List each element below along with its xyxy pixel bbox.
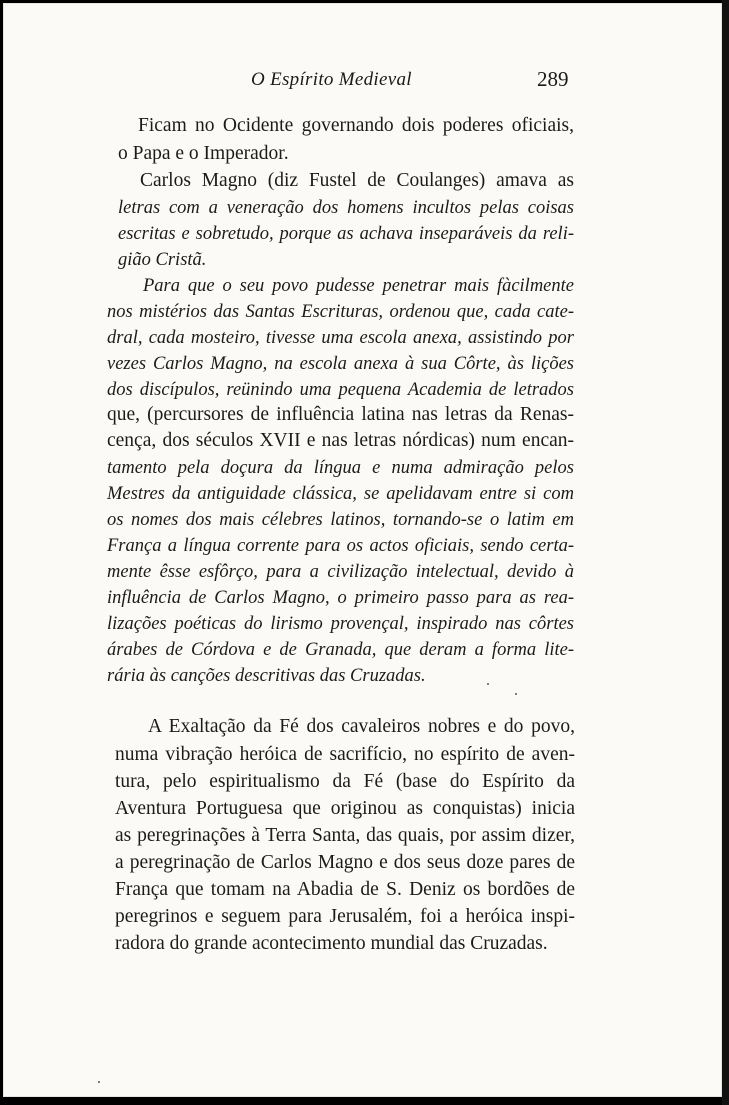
text-line: cença, dos séculos XVII e nas letras nórdicas) num encan- [107,430,574,451]
text-line: gião Cristã. [118,250,207,270]
text-line: dos discípulos, reünindo uma pequena Academia de letrados [107,380,574,400]
text-line: os nomes dos mais célebres latinos, tornando-se o latim em [107,510,574,530]
text-line: Carlos Magno (diz Fustel de Coulanges) amava as [140,170,574,191]
paper-speck [98,1081,100,1083]
book-page [3,3,722,1097]
text-line: influência de Carlos Magno, o primeiro passo para as rea- [107,588,574,608]
text-line: radora do grande acontecimento mundial das Cruzadas. [115,933,548,954]
page-header [3,65,722,95]
text-line: França que tomam na Abadia de S. Deniz os bordões de [115,879,575,900]
text-line: França a língua corrente para os actos oficiais, sendo certa- [107,536,574,556]
text-line: tura, pelo espiritualismo da Fé (base do Espírito da [115,771,575,792]
text-line: letras com a veneração dos homens incultos pelas coisas [118,198,574,218]
text-line: que, (percursores de influência latina nas letras da Renas- [107,404,574,425]
running-title: O Espírito Medieval [251,69,412,90]
text-line: Aventura Portuguesa que originou as conquistas) inicia [115,798,575,819]
scan-edge [722,0,729,1105]
text-line: escritas e sobretudo, porque as achava inseparáveis da reli- [118,224,574,244]
text-line: rária às canções descritivas das Cruzadas. [107,666,426,686]
paper-speck [515,693,517,695]
text-line: Ficam no Ocidente governando dois poderes oficiais, [138,115,574,136]
text-line: Para que o seu povo pudesse penetrar mais fàcilmente [143,276,574,296]
text-line: mente êsse esfôrço, para a civilização intelectual, devido à [107,562,574,582]
text-line: A Exaltação da Fé dos cavaleiros nobres e do povo, [148,716,575,737]
text-line: tamento pela doçura da língua e numa admiração pelos [107,458,574,478]
text-line: a peregrinação de Carlos Magno e dos seus doze pares de [115,852,575,873]
text-line: as peregrinações à Terra Santa, das quais, por assim dizer, [115,825,575,846]
text-line: vezes Carlos Magno, na escola anexa à sua Côrte, às lições [107,354,574,374]
text-line: Mestres da antiguidade clássica, se apelidavam entre si com [107,484,574,504]
text-line: peregrinos e seguem para Jerusalém, foi a heróica inspi- [115,906,575,927]
paper-speck [487,683,489,685]
text-line: o Papa e o Imperador. [118,143,289,164]
text-line: dral, cada mosteiro, tivesse uma escola anexa, assistindo por [107,328,574,348]
page-number: 289 [537,67,569,91]
text-line: árabes de Córdova e de Granada, que deram a forma lite- [107,640,574,660]
text-line: nos mistérios das Santas Escrituras, ordenou que, cada cate- [107,302,574,322]
text-line: numa vibração heróica de sacrifício, no espírito de aven- [115,744,575,765]
text-line: lizações poéticas do lirismo provençal, inspirado nas côrtes [107,614,574,634]
